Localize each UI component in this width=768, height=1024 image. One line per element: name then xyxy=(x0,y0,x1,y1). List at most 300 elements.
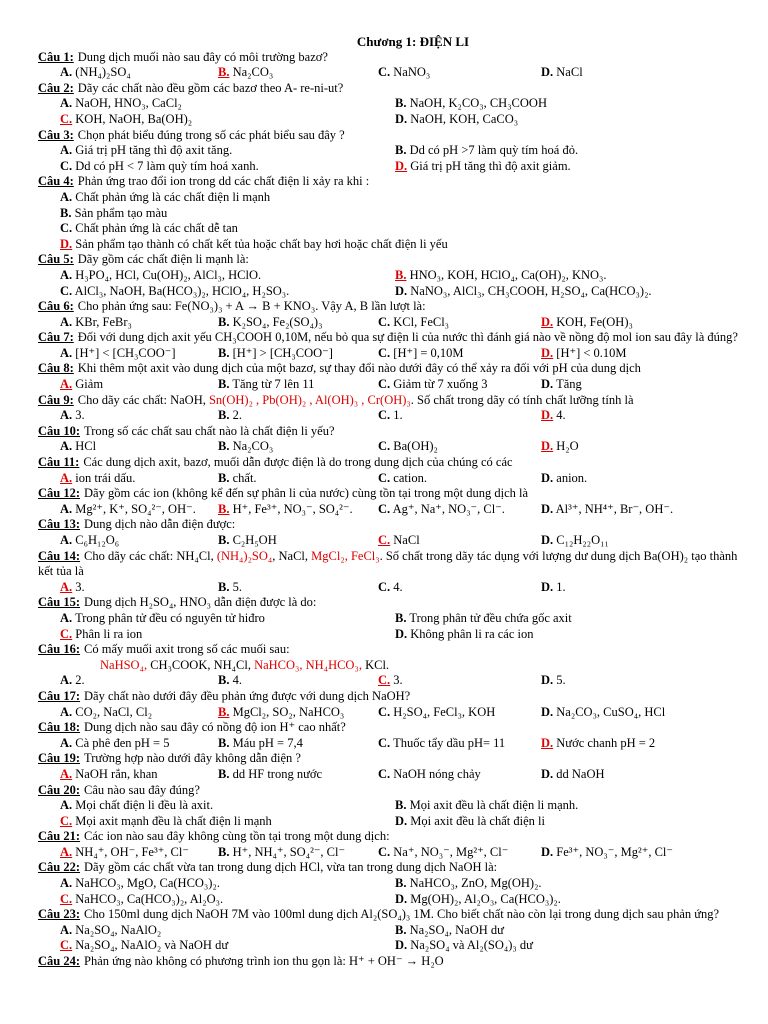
answer-option xyxy=(395,143,768,159)
option-text: Na₂SO₄ và Al₂(SO₄)₃ dư xyxy=(410,938,533,953)
answer-option xyxy=(541,767,768,783)
answer-option xyxy=(378,471,541,487)
option-label: B. xyxy=(218,470,230,485)
answer-option xyxy=(60,237,768,253)
question-text-cont: . Số chất trong dãy tác dụng với lượng dư dung dịch Ba(OH)₂ tạo thành kết tủa là xyxy=(38,548,738,579)
option-text: Tăng xyxy=(556,377,582,392)
question-number: Câu 8: xyxy=(38,361,74,376)
question-text: Dãy gồm các ion (không kể đến sự phân li của nước) cùng tồn tại trong một dung dịch là xyxy=(84,486,529,501)
option-text: dd HF trong nước xyxy=(232,766,323,781)
option-text: [H⁺] > [CH₃COO⁻] xyxy=(232,345,333,360)
question-stem xyxy=(0,361,768,377)
option-label: B. xyxy=(218,439,230,454)
question-block xyxy=(0,720,768,751)
answer-option xyxy=(378,580,541,596)
answer-option xyxy=(60,112,395,128)
options-grid xyxy=(0,736,768,752)
options-grid xyxy=(0,705,768,721)
question-text: Dãy gồm các chất điện li mạnh là: xyxy=(77,252,249,267)
question-text-cont: . Số chất trong dãy có tính chất lưỡng tính là xyxy=(410,392,634,407)
option-text: NaOH rắn, khan xyxy=(75,766,158,781)
question-text: Dung dịch H₂SO₄, HNO₃ dẫn điện được là do: xyxy=(84,595,317,610)
question-stem xyxy=(0,783,768,799)
answer-option xyxy=(395,96,768,112)
option-text: 3. xyxy=(75,579,85,594)
option-label: D. xyxy=(541,408,554,423)
answer-option xyxy=(60,938,395,954)
question-number: Câu 5: xyxy=(38,252,74,267)
option-label: B. xyxy=(218,377,230,392)
option-text: K₂SO₄, Fe₂(SO₄)₃ xyxy=(232,314,323,329)
option-label: A. xyxy=(60,345,73,360)
option-text: 1. xyxy=(393,408,403,423)
question-stem xyxy=(0,393,768,409)
question-stem xyxy=(0,455,768,471)
options-grid xyxy=(0,96,768,127)
option-label: A. xyxy=(60,844,73,859)
option-label: D. xyxy=(541,704,554,719)
option-label: C. xyxy=(60,813,73,828)
options-grid xyxy=(0,65,768,81)
option-text: [H⁺] < 0.10M xyxy=(556,345,627,360)
question-block xyxy=(0,393,768,424)
options-grid xyxy=(0,408,768,424)
option-text: C₂H₅OH xyxy=(232,533,277,547)
option-text: C₁₂H₂₂O₁₁ xyxy=(556,533,609,547)
answer-option xyxy=(60,876,395,892)
option-label: A. xyxy=(60,673,73,688)
answer-option xyxy=(541,502,768,518)
option-label: D. xyxy=(541,345,554,360)
option-label: D. xyxy=(541,766,554,781)
option-text: Na₂CO₃ xyxy=(232,65,274,80)
answer-option xyxy=(541,315,768,331)
option-label: C. xyxy=(378,704,391,719)
question-number: Câu 16: xyxy=(38,642,81,657)
answer-option xyxy=(218,767,378,783)
answer-option xyxy=(541,845,768,861)
question-text: Có mấy muối axit trong số các muối sau: xyxy=(84,642,290,657)
question-text: Câu nào sau đây đúng? xyxy=(84,782,200,797)
option-text: AlCl₃, NaOH, Ba(HCO₃)₂, HClO₄, H₂SO₃. xyxy=(74,283,290,298)
answer-option xyxy=(60,736,218,752)
answer-option xyxy=(395,798,768,814)
answer-option xyxy=(60,268,395,284)
question-number: Câu 6: xyxy=(38,299,74,314)
option-label: A. xyxy=(60,439,73,454)
answer-option xyxy=(395,627,768,643)
question-stem xyxy=(0,829,768,845)
option-text: ion trái dấu. xyxy=(75,470,136,485)
option-text: H⁺, Fe³⁺, NO₃⁻, SO₄²⁻. xyxy=(232,501,353,516)
question-number: Câu 22: xyxy=(38,860,81,875)
option-label: D. xyxy=(395,938,408,953)
answer-option xyxy=(395,112,768,128)
options-grid xyxy=(0,502,768,518)
option-text: Mọi axit đều là chất điện li xyxy=(410,813,545,828)
option-text: Mọi axit mạnh đều là chất điện li mạnh xyxy=(75,813,272,828)
question-list xyxy=(0,50,768,970)
option-label: B. xyxy=(60,205,72,220)
question-text: Chọn phát biểu đúng trong số các phát biểu sau đây ? xyxy=(77,127,345,142)
answer-option xyxy=(218,377,378,393)
question-extra-line xyxy=(0,658,768,674)
answer-option xyxy=(60,377,218,393)
question-text: Cho 150ml dung dịch NaOH 7M vào 100ml dung dịch Al₂(SO₄)₃ 1M. Cho biết chất nào còn lại trong dung dịch sau phản ứng? xyxy=(84,907,720,922)
option-text: [H⁺] < [CH₃COO⁻] xyxy=(75,345,176,360)
option-label: C. xyxy=(378,844,391,859)
answer-option xyxy=(541,705,768,721)
option-text: NH₄⁺, OH⁻, Fe³⁺, Cl⁻ xyxy=(75,844,189,859)
option-text: 2. xyxy=(75,673,85,688)
option-text: NaOH, KOH, CaCO₃ xyxy=(410,111,519,126)
question-block xyxy=(0,50,768,81)
answer-option xyxy=(378,845,541,861)
answer-option xyxy=(378,439,541,455)
question-stem xyxy=(0,299,768,315)
answer-option xyxy=(378,408,541,424)
option-text: Mọi chất điện li đều là axit. xyxy=(75,798,214,813)
option-text: HCl xyxy=(75,439,97,454)
answer-option xyxy=(60,798,395,814)
option-label: A. xyxy=(60,470,73,485)
answer-option xyxy=(60,673,218,689)
question-stem xyxy=(0,424,768,440)
option-text: CO₂, NaCl, Cl₂ xyxy=(75,704,153,719)
option-text: Chất phản ứng là các chất dễ tan xyxy=(75,221,238,236)
answer-option xyxy=(60,190,768,206)
option-label: B. xyxy=(395,876,407,891)
answer-option xyxy=(378,533,541,549)
option-text: Tăng từ 7 lên 11 xyxy=(232,377,315,392)
question-number: Câu 4: xyxy=(38,174,74,189)
answer-option xyxy=(60,892,395,908)
option-label: B. xyxy=(218,345,230,360)
option-label: C. xyxy=(378,735,391,750)
option-label: B. xyxy=(218,579,230,594)
answer-option xyxy=(218,845,378,861)
option-label: C. xyxy=(378,533,391,547)
option-label: B. xyxy=(218,314,230,329)
answer-option xyxy=(60,611,395,627)
question-number: Câu 3: xyxy=(38,127,74,142)
option-text: Na₂SO₄, NaOH dư xyxy=(409,922,504,937)
option-text: Na⁺, NO₃⁻, Mg²⁺, Cl⁻ xyxy=(393,844,509,859)
option-text: KCl, FeCl₃ xyxy=(393,314,450,329)
answer-option xyxy=(218,705,378,721)
option-text: C₆H₁₂O₆ xyxy=(75,533,120,547)
question-stem xyxy=(0,174,768,190)
answer-option xyxy=(218,346,378,362)
option-label: D. xyxy=(541,844,554,859)
answer-option xyxy=(378,705,541,721)
answer-option xyxy=(541,533,768,549)
options-grid xyxy=(0,580,768,596)
options-grid xyxy=(0,673,768,689)
option-label: D. xyxy=(395,626,408,641)
answer-option xyxy=(60,533,218,549)
option-text: NaOH nóng chảy xyxy=(393,766,481,781)
option-label: A. xyxy=(60,377,73,392)
option-label: A. xyxy=(60,96,73,111)
option-text: Giá trị pH tăng thì độ axit giảm. xyxy=(410,158,571,173)
answer-option xyxy=(395,923,768,939)
question-block xyxy=(0,455,768,486)
option-text: 4. xyxy=(232,673,242,688)
question-text: Cho dãy các chất: NH₄Cl, xyxy=(84,548,214,563)
question-block xyxy=(0,330,768,361)
option-label: A. xyxy=(60,876,73,891)
option-label: B. xyxy=(395,798,407,813)
answer-option xyxy=(60,471,218,487)
option-text: Ba(OH)₂ xyxy=(393,439,438,454)
question-number: Câu 11: xyxy=(38,455,80,470)
option-label: A. xyxy=(60,766,73,781)
question-number: Câu 15: xyxy=(38,595,81,610)
answer-option xyxy=(60,96,395,112)
answer-option xyxy=(60,159,395,175)
question-block xyxy=(0,174,768,252)
question-block xyxy=(0,549,768,596)
answer-option xyxy=(60,315,218,331)
option-text: Chất phản ứng là các chất điện li mạnh xyxy=(75,189,271,204)
question-text: Dung dịch nào sau đây có nồng độ ion H⁺ cao nhất? xyxy=(84,720,346,735)
question-block xyxy=(0,486,768,517)
option-text: Sản phẩm tạo thành có chất kết tủa hoặc chất bay hơi hoặc chất điện li yếu xyxy=(75,236,448,251)
question-block xyxy=(0,860,768,907)
question-text: Dãy chất nào dưới đây đều phản ứng được với dung dịch NaOH? xyxy=(84,688,411,703)
option-label: B. xyxy=(218,766,230,781)
answer-option xyxy=(60,439,218,455)
option-text: anion. xyxy=(556,470,588,485)
option-label: B. xyxy=(218,501,230,516)
answer-option xyxy=(60,143,395,159)
question-number: Câu 24: xyxy=(38,954,81,969)
question-number: Câu 18: xyxy=(38,720,81,735)
option-text: Al³⁺, NH⁴⁺, Br⁻, OH⁻. xyxy=(555,501,674,516)
question-number: Câu 2: xyxy=(38,80,74,95)
option-label: D. xyxy=(541,501,554,516)
option-label: D. xyxy=(541,579,554,594)
option-text: [H⁺] = 0,10M xyxy=(393,345,464,360)
answer-option xyxy=(378,346,541,362)
question-block xyxy=(0,595,768,642)
option-label: A. xyxy=(60,65,73,80)
option-text: 4. xyxy=(556,408,566,423)
question-text: Dãy gồm các chất vừa tan trong dung dịch HCl, vừa tan trong dung dịch NaOH là: xyxy=(84,860,498,875)
question-stem xyxy=(0,549,768,580)
options-grid xyxy=(0,798,768,829)
option-label: C. xyxy=(378,766,391,781)
option-label: B. xyxy=(218,704,230,719)
answer-option xyxy=(60,221,768,237)
option-label: D. xyxy=(395,891,408,906)
question-stem xyxy=(0,128,768,144)
question-text: Trường hợp nào dưới đây không dẫn điện ? xyxy=(84,751,301,766)
options-grid xyxy=(0,876,768,907)
option-text: dd NaOH xyxy=(556,766,605,781)
option-label: B. xyxy=(395,143,407,158)
question-block xyxy=(0,642,768,689)
question-block xyxy=(0,128,768,175)
option-label: A. xyxy=(60,408,73,423)
option-label: C. xyxy=(60,938,73,953)
answer-option xyxy=(378,736,541,752)
option-text: 2. xyxy=(232,408,242,423)
options-grid xyxy=(0,346,768,362)
answer-option xyxy=(395,611,768,627)
option-label: D. xyxy=(541,439,554,454)
option-label: D. xyxy=(541,65,554,80)
question-stem xyxy=(0,751,768,767)
option-label: D. xyxy=(541,673,554,688)
answer-option xyxy=(218,736,378,752)
question-text: Cho phản ứng sau: Fe(NO₃)₃ + A → B + KNO₃. Vậy A, B lần lượt là: xyxy=(77,299,426,314)
answer-option xyxy=(218,580,378,596)
question-block xyxy=(0,252,768,299)
option-text: NaHCO₃, Ca(HCO₃)₂, Al₂O₃. xyxy=(75,891,224,906)
option-text: NaCl xyxy=(393,533,420,547)
answer-option xyxy=(395,159,768,175)
option-label: C. xyxy=(378,345,391,360)
option-text: 5. xyxy=(556,673,566,688)
question-stem xyxy=(0,330,768,346)
question-text: Khi thêm một axit vào dung dịch của một bazơ, sự thay đổi nào dưới đây có thể xảy ra đối với pH của dung dịch xyxy=(77,361,641,376)
option-label: B. xyxy=(218,65,230,80)
answer-option xyxy=(541,408,768,424)
answer-option xyxy=(395,284,768,300)
option-label: A. xyxy=(60,189,73,204)
question-block xyxy=(0,361,768,392)
option-text: KBr, FeBr₃ xyxy=(75,314,132,329)
option-text: 1. xyxy=(556,579,566,594)
option-label: B. xyxy=(395,922,407,937)
answer-option xyxy=(60,923,395,939)
answer-option xyxy=(541,580,768,596)
option-label: B. xyxy=(395,610,407,625)
question-text-highlight: Sn(OH)₂ , Pb(OH)₂ , Al(OH)₃ , Cr(OH)₃ xyxy=(208,392,411,407)
option-label: A. xyxy=(60,267,73,282)
answer-option xyxy=(378,502,541,518)
option-label: D. xyxy=(541,470,554,485)
option-text: Giảm xyxy=(75,377,104,392)
option-label: A. xyxy=(60,533,73,547)
option-text: Giảm từ 7 xuống 3 xyxy=(393,377,488,392)
options-grid xyxy=(0,143,768,174)
answer-option xyxy=(60,705,218,721)
option-label: C. xyxy=(378,408,391,423)
question-text: Trong số các chất sau chất nào là chất điện li yếu? xyxy=(84,423,335,438)
question-text-cont: KCl. xyxy=(365,657,390,672)
question-stem xyxy=(0,517,768,533)
options-grid xyxy=(0,533,768,549)
option-text: Trong phân tử đều có nguyên tử hiđro xyxy=(75,610,265,625)
question-stem xyxy=(0,486,768,502)
option-label: D. xyxy=(395,111,408,126)
option-text: 4. xyxy=(393,579,403,594)
answer-option xyxy=(541,65,768,81)
answer-option xyxy=(60,284,395,300)
answer-option xyxy=(378,767,541,783)
option-text: NaHCO₃, MgO, Ca(HCO₃)₂. xyxy=(75,876,220,891)
options-grid xyxy=(0,439,768,455)
option-label: C. xyxy=(60,158,73,173)
question-stem xyxy=(0,954,768,970)
answer-option xyxy=(60,206,768,222)
options-grid xyxy=(0,845,768,861)
question-text: Các dung dịch axit, bazơ, muối dẫn được điện là do trong dung dịch của chúng có các xyxy=(83,455,513,470)
option-label: C. xyxy=(378,65,391,80)
option-label: C. xyxy=(60,626,73,641)
option-label: D. xyxy=(395,158,408,173)
option-label: C. xyxy=(60,891,73,906)
question-number: Câu 19: xyxy=(38,751,81,766)
question-stem xyxy=(0,50,768,66)
question-text: Các ion nào sau đây không cùng tồn tại trong một dung dịch: xyxy=(84,829,390,844)
answer-option xyxy=(378,315,541,331)
answer-option xyxy=(395,876,768,892)
question-text: Dung dịch muối nào sau đây có môi trường bazơ? xyxy=(77,49,328,64)
option-text: Dd có pH < 7 làm quỳ tím hoá xanh. xyxy=(75,158,259,173)
question-block xyxy=(0,751,768,782)
option-text: Sản phẩm tạo màu xyxy=(74,205,168,220)
option-text: H⁺, NH₄⁺, SO₄²⁻, Cl⁻ xyxy=(232,844,346,859)
option-text: HNO₃, KOH, HClO₄, Ca(OH)₂, KNO₃. xyxy=(409,267,607,282)
option-label: C. xyxy=(378,439,391,454)
question-stem xyxy=(0,720,768,736)
question-stem xyxy=(0,689,768,705)
option-text: NaHCO₃, ZnO, Mg(OH)₂. xyxy=(409,876,542,891)
answer-option xyxy=(395,268,768,284)
option-label: B. xyxy=(218,673,230,688)
question-block xyxy=(0,517,768,548)
option-text: Cà phê đen pH = 5 xyxy=(75,735,170,750)
question-text: Dãy các chất nào đều gồm các bazơ theo A- re-ni-ut? xyxy=(77,80,344,95)
question-block xyxy=(0,81,768,128)
page-title: Chương 1: ĐIỆN LI xyxy=(356,34,470,49)
answer-option xyxy=(218,439,378,455)
option-text: Phân li ra ion xyxy=(75,626,143,641)
question-number: Câu 20: xyxy=(38,782,81,797)
question-number: Câu 13: xyxy=(38,517,81,532)
option-label: D. xyxy=(395,283,408,298)
answer-option xyxy=(218,408,378,424)
option-text: Nước chanh pH = 2 xyxy=(556,735,656,750)
answer-option xyxy=(378,673,541,689)
answer-option xyxy=(60,580,218,596)
option-text: cation. xyxy=(393,470,427,485)
option-text: NaNO₃ xyxy=(393,65,431,80)
answer-option xyxy=(60,408,218,424)
question-text-cont: CH₃COOK, NH₄Cl, xyxy=(150,657,251,672)
option-text: chất. xyxy=(232,470,257,485)
option-text: Ag⁺, Na⁺, NO₃⁻, Cl⁻. xyxy=(392,501,505,516)
option-text: NaCl xyxy=(556,65,583,80)
option-label: B. xyxy=(218,408,230,423)
answer-option xyxy=(60,845,218,861)
answer-option xyxy=(378,65,541,81)
answer-option xyxy=(541,673,768,689)
question-text: Phản ứng trao đổi ion trong dd các chất điện li xảy ra khi : xyxy=(77,174,370,189)
option-label: C. xyxy=(378,501,391,516)
answer-option xyxy=(60,346,218,362)
option-text: Máu pH = 7,4 xyxy=(232,735,303,750)
question-text-cont: , NaCl, xyxy=(272,548,309,563)
option-label: C. xyxy=(378,579,391,594)
option-label: D. xyxy=(395,813,408,828)
worksheet-page xyxy=(0,34,768,970)
option-text: Mg²⁺, K⁺, SO₄²⁻, OH⁻. xyxy=(75,501,196,516)
